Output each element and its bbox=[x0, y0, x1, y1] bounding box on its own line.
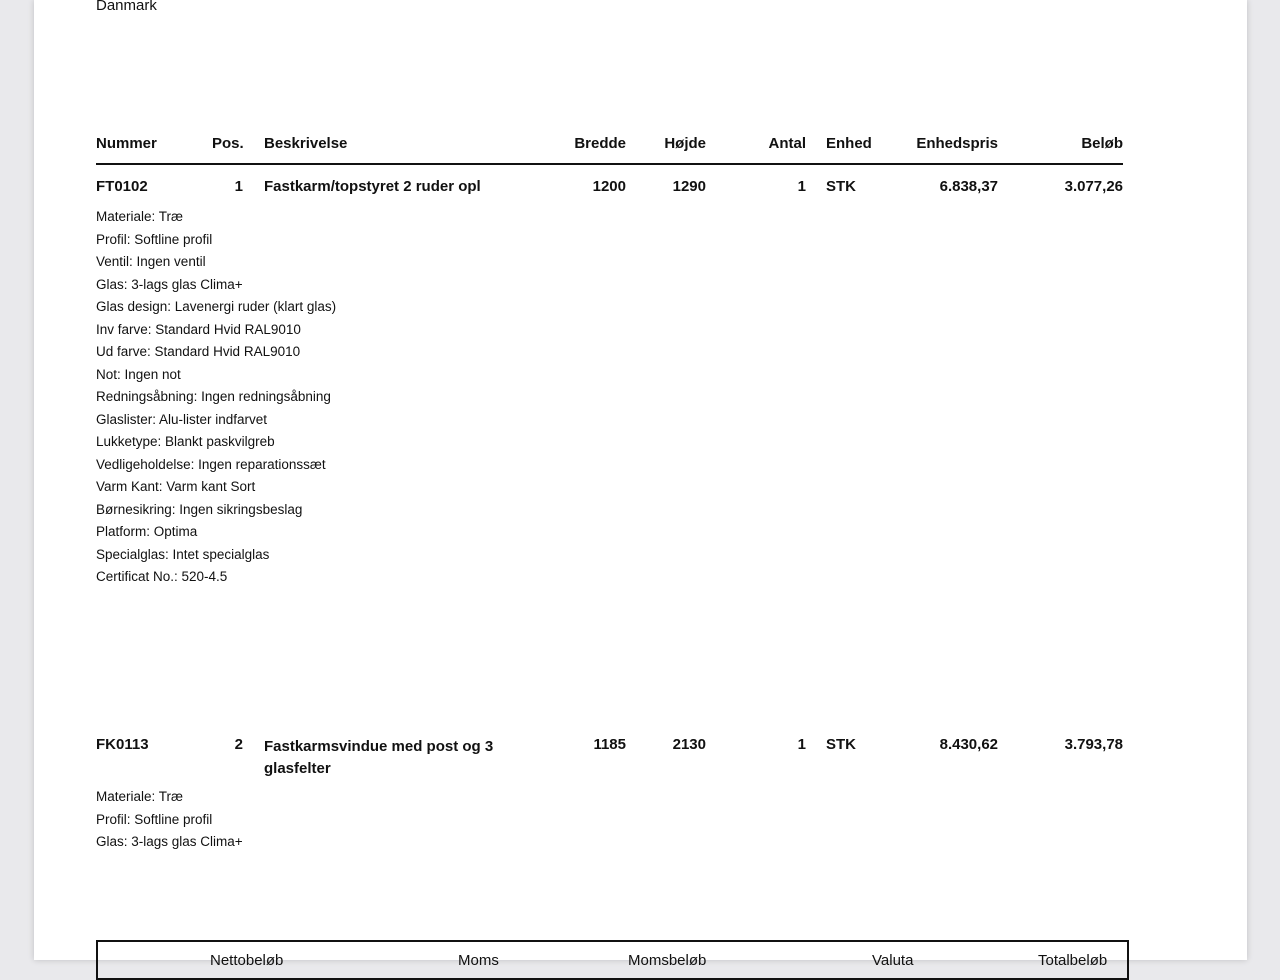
detail-line: Glas: 3-lags glas Clima+ bbox=[96, 834, 243, 849]
row-beskrivelse: Fastkarmsvindue med post og 3 glasfelter bbox=[264, 738, 494, 777]
header-rule bbox=[96, 163, 1123, 165]
header-belob: Beløb bbox=[1081, 135, 1123, 152]
detail-line: Inv farve: Standard Hvid RAL9010 bbox=[96, 321, 301, 337]
row-nummer: FK0113 bbox=[96, 736, 149, 753]
detail-line: Børnesikring: Ingen sikringsbeslag bbox=[96, 501, 303, 517]
header-pos: Pos. bbox=[212, 135, 244, 152]
detail-line: Varm Kant: Varm kant Sort bbox=[96, 479, 256, 494]
row-enhed: STK bbox=[826, 178, 856, 195]
detail-line: Glas design: Lavenergi ruder (klart glas) bbox=[96, 299, 337, 314]
address-country: Danmark bbox=[96, 0, 157, 14]
detail-line: Profil: Softline profil bbox=[96, 231, 213, 247]
detail-line: Ventil: Ingen ventil bbox=[96, 254, 206, 269]
header-antal: Antal bbox=[768, 135, 806, 152]
row-hojde: 1290 bbox=[672, 178, 706, 195]
detail-line: Certificat No.: 520-4.5 bbox=[96, 569, 228, 584]
totals-label-valuta: Valuta bbox=[872, 952, 914, 969]
row-bredde: 1200 bbox=[592, 178, 626, 195]
detail-line: Vedligeholdelse: Ingen reparationssæt bbox=[96, 456, 326, 472]
header-nummer: Nummer bbox=[96, 135, 157, 152]
row-enhed: STK bbox=[826, 736, 856, 753]
row-bredde: 1185 bbox=[593, 736, 626, 753]
row-details bbox=[96, 206, 336, 589]
row-enhedspris: 8.430,62 bbox=[939, 736, 998, 753]
totals-label-total: Totalbeløb bbox=[1038, 952, 1108, 969]
detail-line: Redningsåbning: Ingen redningsåbning bbox=[96, 389, 331, 404]
detail-line: Lukketype: Blankt paskvilgreb bbox=[96, 434, 275, 449]
row-antal: 1 bbox=[797, 736, 806, 753]
row-hojde: 2130 bbox=[672, 736, 706, 753]
detail-line: Platform: Optima bbox=[96, 524, 198, 539]
header-bredde: Bredde bbox=[574, 135, 626, 152]
detail-line: Specialglas: Intet specialglas bbox=[96, 546, 270, 562]
totals-box bbox=[96, 940, 1129, 980]
row-belob: 3.793,78 bbox=[1064, 736, 1123, 753]
header-hojde: Højde bbox=[664, 135, 706, 152]
detail-line: Profil: Softline profil bbox=[96, 811, 213, 827]
row-pos: 1 bbox=[234, 178, 243, 195]
row-enhedspris: 6.838,37 bbox=[939, 178, 998, 195]
detail-line: Glas: 3-lags glas Clima+ bbox=[96, 276, 243, 292]
document-page bbox=[34, 0, 1247, 969]
header-beskrivelse: Beskrivelse bbox=[264, 135, 348, 152]
detail-line: Glaslister: Alu-lister indfarvet bbox=[96, 411, 268, 427]
totals-label-moms: Moms bbox=[458, 952, 499, 969]
row-beskrivelse: Fastkarm/topstyret 2 ruder opl bbox=[264, 178, 481, 195]
header-enhed: Enhed bbox=[826, 135, 872, 152]
totals-label-momsbelob: Momsbeløb bbox=[628, 952, 707, 969]
header-enhedspris: Enhedspris bbox=[916, 135, 998, 152]
row-antal: 1 bbox=[797, 178, 806, 195]
row-pos: 2 bbox=[234, 736, 243, 753]
row-details bbox=[96, 786, 243, 854]
totals-label-netto: Nettobeløb bbox=[210, 952, 284, 969]
detail-line: Materiale: Træ bbox=[96, 209, 184, 224]
detail-line: Ud farve: Standard Hvid RAL9010 bbox=[96, 344, 301, 359]
detail-line: Materiale: Træ bbox=[96, 789, 184, 804]
row-nummer: FT0102 bbox=[96, 178, 148, 195]
detail-line: Not: Ingen not bbox=[96, 366, 181, 382]
row-belob: 3.077,26 bbox=[1064, 178, 1123, 195]
